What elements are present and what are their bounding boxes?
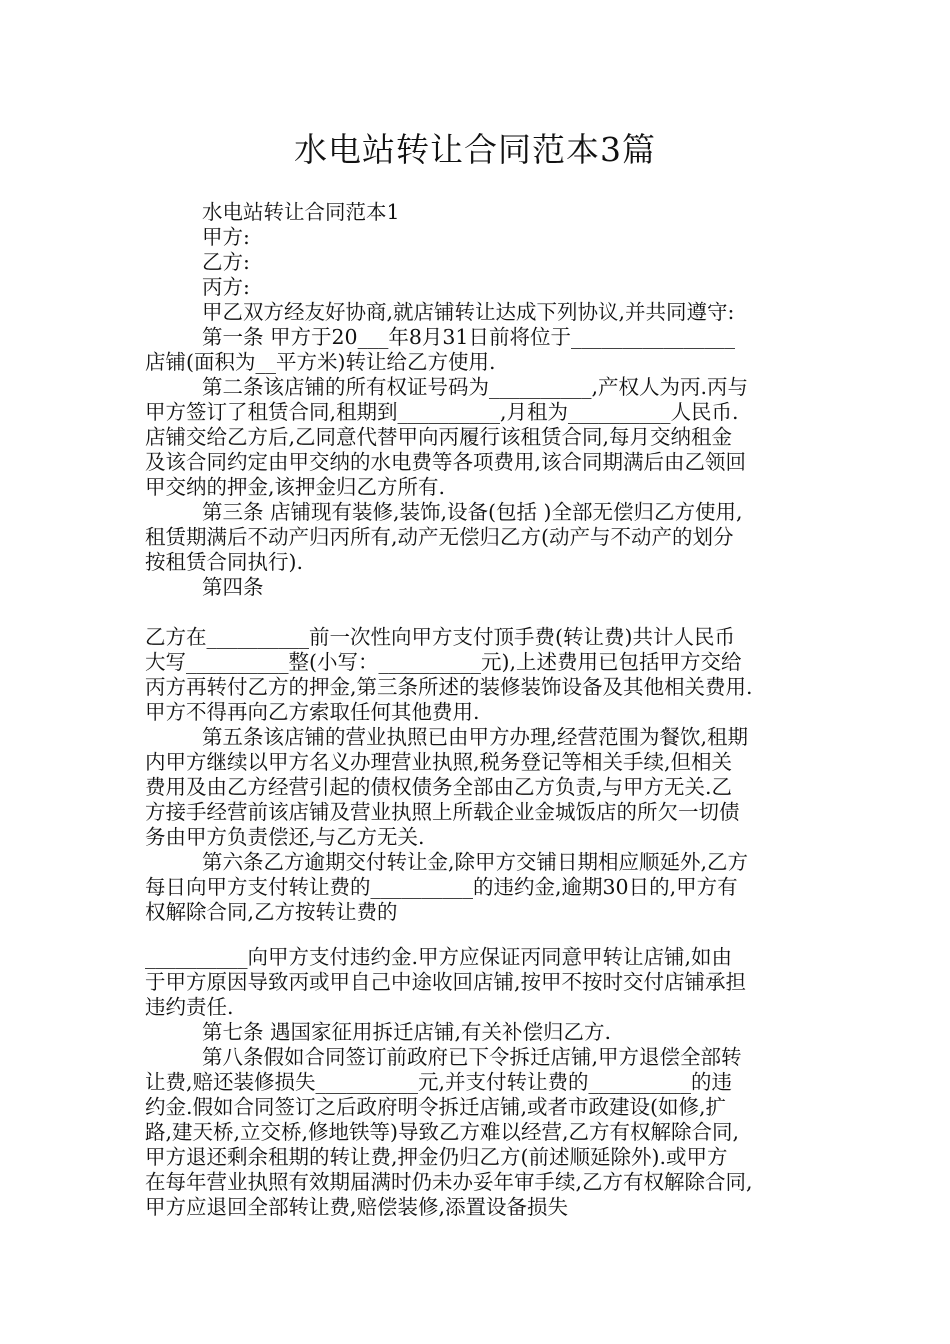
article-3-line: 租赁期满后不动产归丙所有,动产无偿归乙方(动产与不动产的划分 [145,525,734,549]
preamble-line: 甲乙双方经友好协商,就店铺转让达成下列协议,并共同遵守: [202,300,735,324]
article-8-line: 甲方退还剩余租期的转让费,押金仍归乙方(前述顺延除外).或甲方 [145,1145,728,1169]
article-2-line: 店铺交给乙方后,乙同意代替甲向丙履行该租赁合同,每月交纳租金 [145,425,733,449]
article-5-line: 内甲方继续以甲方名义办理营业执照,税务登记等相关手续,但相关 [145,750,733,774]
article-4-line: 丙方再转付乙方的押金,第三条所述的装修装饰设备及其他相关费用. [145,675,753,699]
article-6-line: 于甲方原因导致丙或甲自己中途收回店铺,按甲不按时交付店铺承担 [145,970,747,994]
article-8-line: 甲方应退回全部转让费,赔偿装修,添置设备损失 [145,1195,569,1219]
article-4-line: 大写__________整(小写：__________元),上述费用已包括甲方交给 [145,650,742,674]
article-5-line: 费用及由乙方经营引起的债权债务全部由乙方负责,与甲方无关.乙 [145,775,733,799]
party-c-line: 丙方: [202,275,250,299]
article-3-line: 第三条 店铺现有装修,装饰,设备(包括 )全部无偿归乙方使用, [202,500,743,524]
article-5-line: 第五条该店铺的营业执照已由甲方办理,经营范围为餐饮,租期 [202,725,749,749]
article-6-line: 每日向甲方支付转让费的__________的违约金,逾期30日的,甲方有 [145,875,738,899]
article-7-line: 第七条 遇国家征用拆迁店铺,有关补偿归乙方. [202,1020,612,1044]
article-2-line: 甲方签订了租赁合同,租期到__________,月租为__________人民币. [145,400,739,424]
party-b-line: 乙方: [202,250,250,274]
article-1-line: 店铺(面积为__平方米)转让给乙方使用. [145,350,496,374]
article-8-line: 约金.假如合同签订之后政府明令拆迁店铺,或者市政建设(如修,扩 [145,1095,727,1119]
article-5-line: 务由甲方负责偿还,与乙方无关. [145,825,425,849]
article-8-line: 路,建天桥,立交桥,修地铁等)导致乙方难以经营,乙方有权解除合同, [145,1120,740,1144]
article-4-line: 甲方不得再向乙方索取任何其他费用. [145,700,480,724]
article-6-line: 违约责任. [145,995,234,1019]
contract-subtitle: 水电站转让合同范本1 [202,200,400,224]
party-a-line: 甲方: [202,225,250,249]
article-8-line: 在每年营业执照有效期届满时仍未办妥年审手续,乙方有权解除合同, [145,1170,753,1194]
article-4-line: 乙方在__________前一次性向甲方支付顶手费(转让费)共计人民币 [145,625,735,649]
article-3-line: 按租赁合同执行). [145,550,304,574]
article-2-line: 第二条该店铺的所有权证号码为__________,产权人为丙.丙与 [202,375,749,399]
document-title: 水电站转让合同范本3篇 [294,130,656,169]
article-2-line: 甲交纳的押金,该押金归乙方所有. [145,475,446,499]
article-1-line: 第一条 甲方于20___年8月31日前将位于________________ [202,325,735,349]
article-6-line: 权解除合同,乙方按转让费的 [145,900,398,924]
article-4-heading: 第四条 [202,575,264,599]
article-2-line: 及该合同约定由甲交纳的水电费等各项费用,该合同期满后由乙领回 [145,450,747,474]
article-8-line: 让费,赔还装修损失__________元,并支付转让费的__________的违 [145,1070,733,1094]
article-5-line: 方接手经营前该店铺及营业执照上所载企业金城饭店的所欠一切债 [145,800,740,824]
article-8-line: 第八条假如合同签订前政府已下令拆迁店铺,甲方退偿全部转 [202,1045,742,1069]
article-6-line: 第六条乙方逾期交付转让金,除甲方交铺日期相应顺延外,乙方 [202,850,749,874]
article-6-line: __________向甲方支付违约金.甲方应保证丙同意甲转让店铺,如由 [145,945,733,969]
